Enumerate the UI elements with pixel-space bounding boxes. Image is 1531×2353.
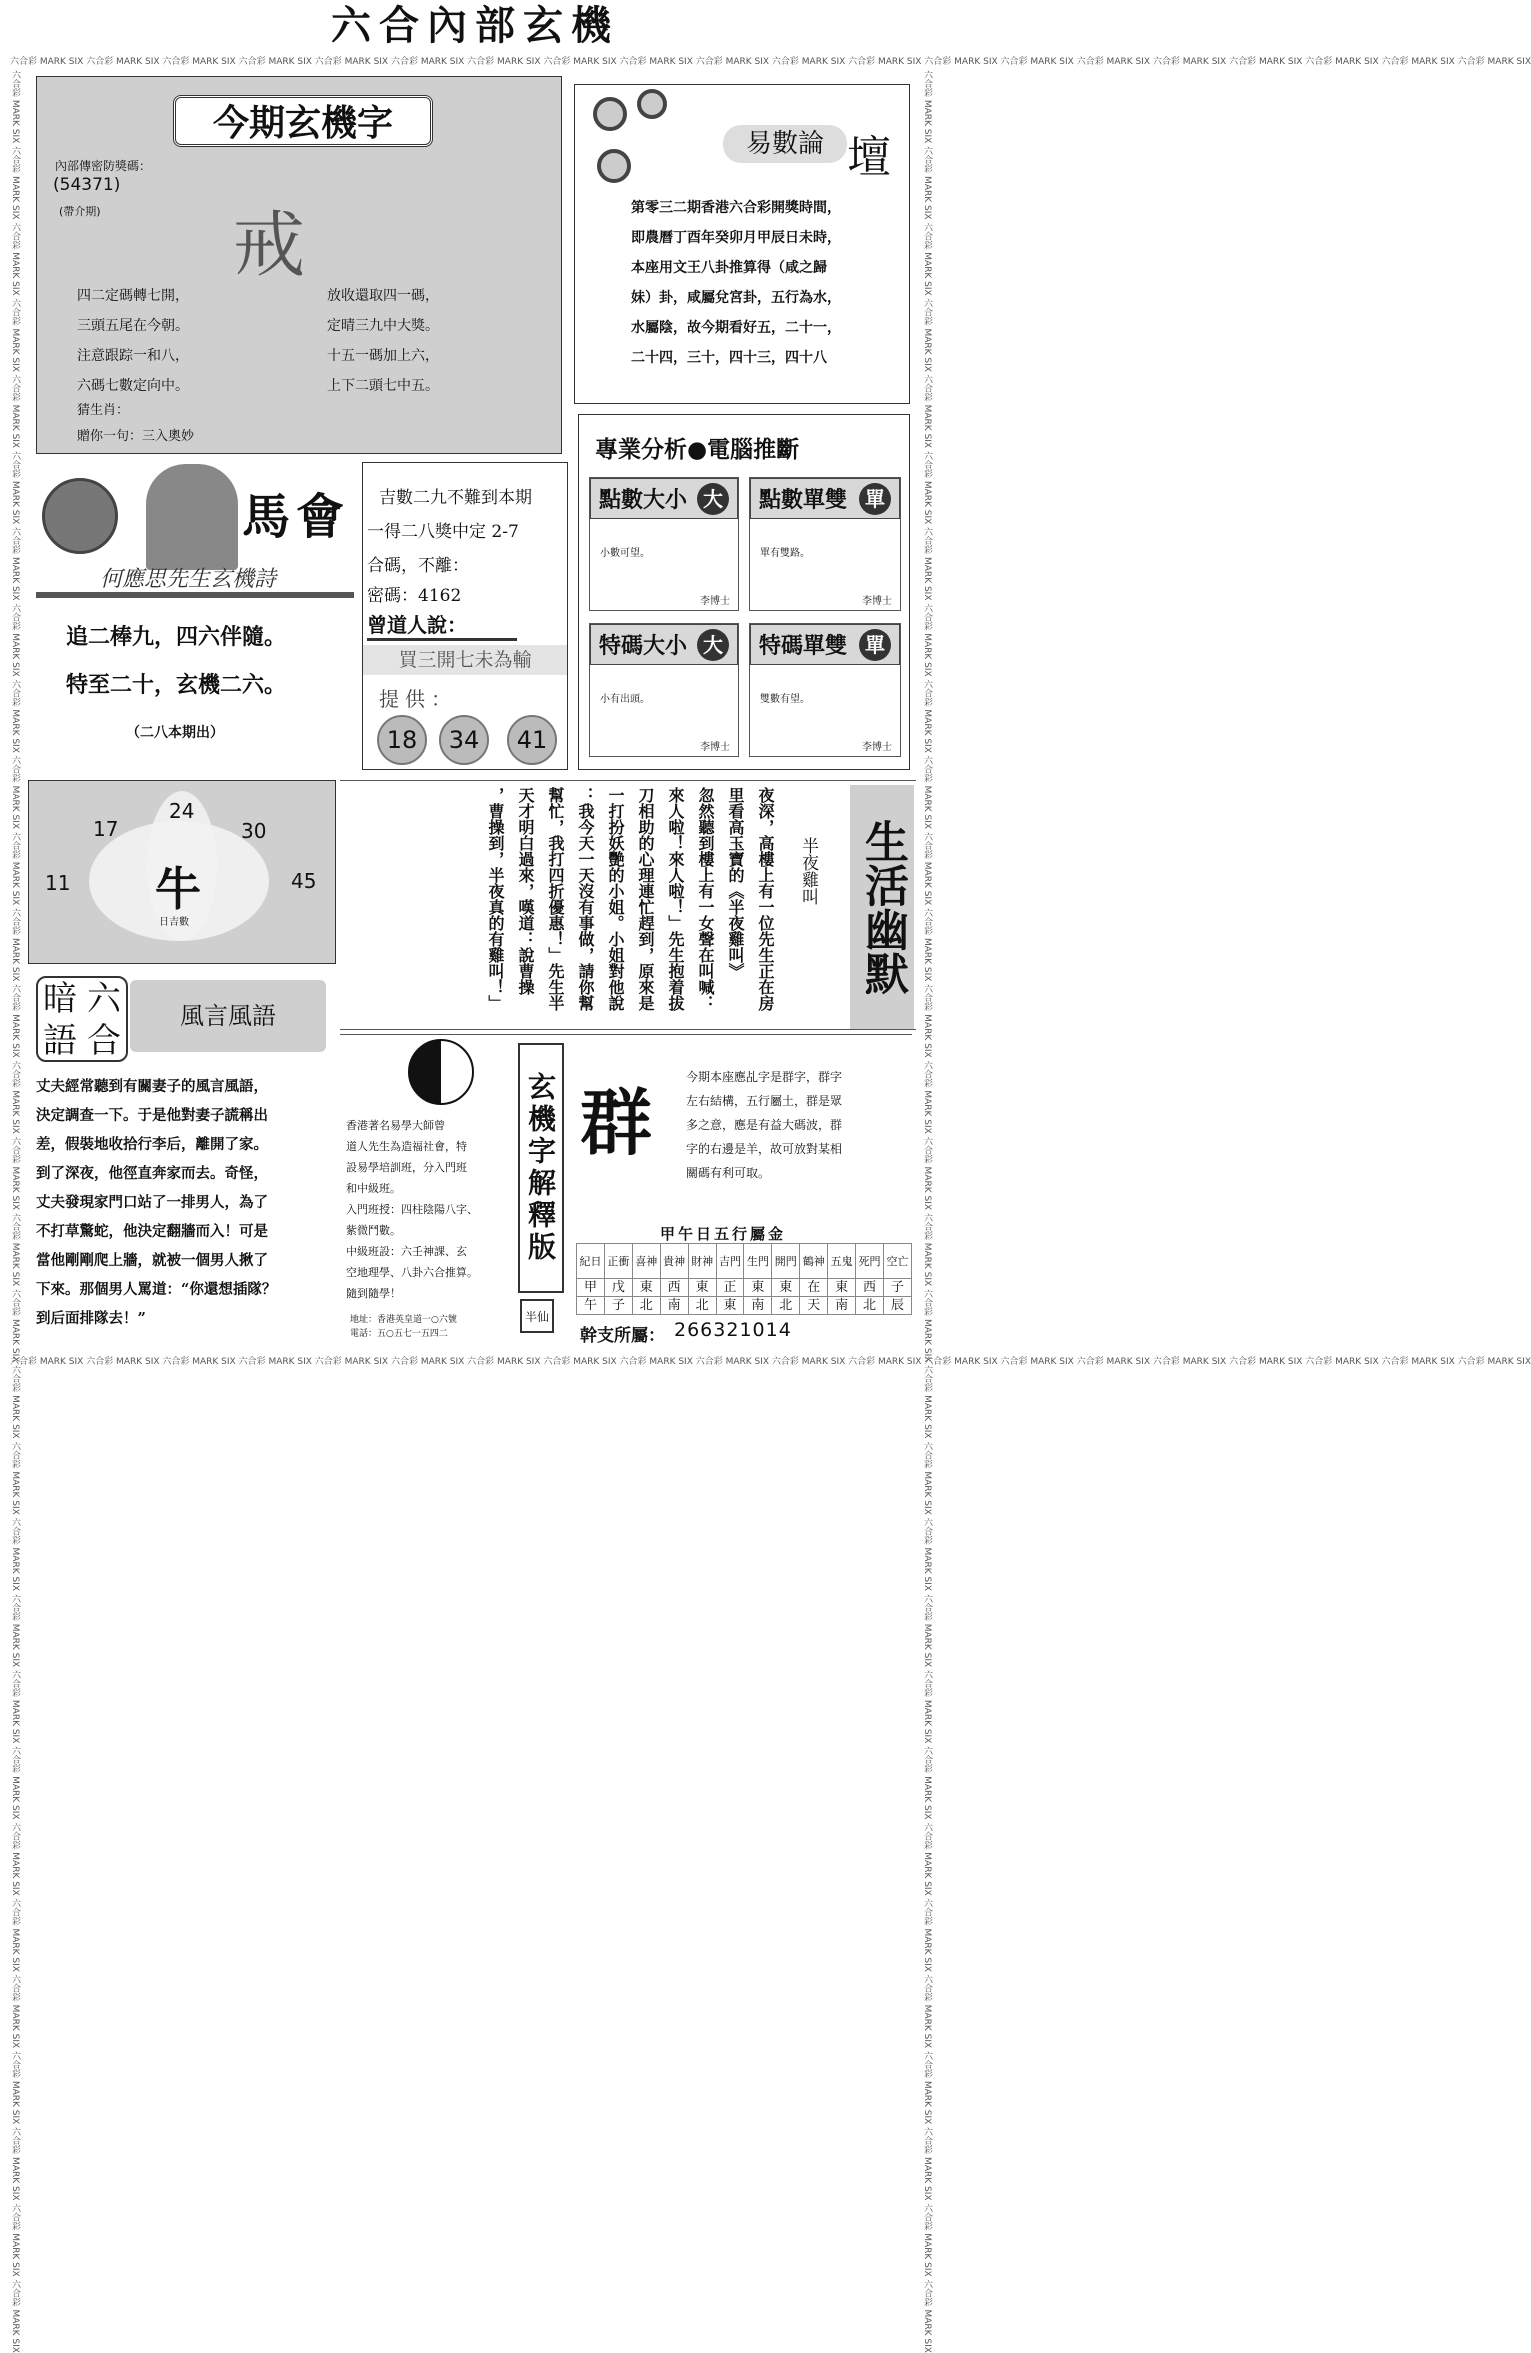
jishu-panel (362, 462, 568, 770)
lotus-number: 45 (291, 869, 317, 893)
humor-body (480, 787, 780, 1027)
explain-line: 字的右邊是羊，故可放對某相 (686, 1142, 843, 1156)
table-cell: 生門 (744, 1244, 772, 1279)
table-row (577, 1279, 912, 1297)
lotus-number: 17 (93, 817, 119, 841)
tag-char: 語 (43, 1021, 77, 1061)
poem-line: 放收還取四一碼， (327, 288, 439, 304)
table-cell: 五鬼 (828, 1244, 856, 1279)
table-header-row (577, 1244, 912, 1279)
tag-char: 暗 (43, 979, 77, 1019)
card-sign: 李博士 (862, 596, 892, 607)
analysis-title: 專業分析●電腦推斷 (595, 437, 800, 463)
table-cell: 鶴神 (800, 1244, 828, 1279)
poem-line: 三頭五尾在今朝。 (77, 318, 189, 334)
intro-line: 紫微鬥數。 (346, 1224, 401, 1237)
xuanji-heading: 今期玄機字 (173, 95, 433, 147)
anyu-line: 丈夫發現家門口站了一排男人，為了 (36, 1194, 268, 1211)
poem-line: 六碼七數定向中。 (77, 378, 189, 394)
table-cell: 北 (688, 1297, 716, 1315)
poem-line: 定晴三九中大獎。 (327, 318, 439, 334)
table-cell: 辰 (883, 1297, 911, 1315)
coin-icon (593, 97, 627, 131)
jishu-line2: 一得二八獎中定 2-7 (367, 522, 519, 542)
horse-logo-icon (42, 478, 118, 554)
anyu-line: 差，假裝地收拾行李后，離開了家。 (36, 1136, 268, 1153)
table-cell: 空亡 (883, 1244, 911, 1279)
humor-line: 來人啦！來人啦！」先生抱着拔 (666, 787, 685, 1011)
table-cell: 在 (800, 1279, 828, 1297)
mahui-panel (36, 460, 354, 770)
intro-line: 中級班設：六壬神課、玄 (346, 1245, 467, 1258)
table-cell: 正 (716, 1279, 744, 1297)
table-cell: 北 (772, 1297, 800, 1315)
table-cell: 東 (716, 1297, 744, 1315)
table-row (577, 1297, 912, 1315)
humor-line: 天才明白過來，嘆道：說曹操 (516, 787, 535, 995)
poem-line: 注意跟踪一和八， (77, 348, 189, 364)
coin-icon (637, 89, 667, 119)
lotus-number: 30 (241, 819, 267, 843)
table-cell: 吉門 (716, 1244, 744, 1279)
xuanji-code: (54371) (53, 175, 121, 195)
tag-char: 合 (87, 1021, 121, 1061)
card-title: 特碼大小 大 (590, 624, 738, 665)
intro-line: 道人先生為造福社會，特 (346, 1140, 467, 1153)
card-sign: 李博士 (862, 742, 892, 753)
yishu-line: 第零三二期香港六合彩開獎時間， (631, 200, 841, 216)
address-line: 電話：五○五七一五四二 (350, 1329, 448, 1339)
table-cell: 西 (660, 1279, 688, 1297)
table-cell: 南 (828, 1297, 856, 1315)
anyu-line: 丈夫經常聽到有關妻子的風言風語， (36, 1078, 268, 1095)
analysis-card (589, 623, 739, 757)
lotus-number: 11 (45, 871, 71, 895)
yishu-heading-char: 壇 (847, 132, 891, 183)
mahui-line2: 特至二十，玄機二六。 (66, 672, 287, 698)
table-cell: 北 (856, 1297, 884, 1315)
table-cell: 東 (772, 1279, 800, 1297)
humor-line: ：我今天一天沒有事做，請你幫 (576, 787, 595, 1011)
table-cell: 午 (577, 1297, 605, 1315)
jishu-line4: 密碼：4162 (367, 586, 462, 606)
explain-line: 今期本座應乩字是群字，群字 (686, 1070, 843, 1084)
humor-line: 里看高玉寶的《半夜雞叫》 (726, 787, 745, 979)
table-title: 甲午日五行屬金 (660, 1225, 787, 1243)
table-cell: 東 (744, 1279, 772, 1297)
top-strip: 六合彩 MARK SIX 六合彩 MARK SIX 六合彩 MARK SIX 六合彩 MARK SIX 六合彩 MARK SIX 六合彩 MARK SIX 六合彩 MARK SIX 六合彩 MARK SIX 六合彩 MARK SIX 六合彩 MARK SIX 六合彩 MARK SIX 六合彩 MARK SIX 六合彩 MARK SIX 六合彩 MARK SIX 六合彩 MARK SIX 六合彩 MARK SIX 六合彩 MARK SIX 六合彩 MARK SIX 六合彩 MARK SIX 六合彩 MARK SIX (10, 57, 1531, 67)
table-cell: 戊 (604, 1279, 632, 1297)
analysis-card (749, 623, 901, 757)
anyu-line: 決定調查一下。于是他對妻子謊稱出 (36, 1107, 268, 1124)
yishu-line: 水屬陰，故今期看好五，二十一， (631, 320, 841, 336)
xuanji-sub1: 內部傳密防獎碼： (55, 159, 152, 173)
humor-panel (340, 780, 916, 1030)
table-cell: 南 (660, 1297, 688, 1315)
explain-vertical: 玄機字解釋版 (518, 1043, 564, 1293)
table-cell: 東 (688, 1279, 716, 1297)
humor-line: 忽然聽到樓上有一女聲在叫喊： (696, 787, 715, 1011)
poem-line: 十五一碼加上六， (327, 348, 439, 364)
anyu-line: 到后面排隊去！” (36, 1310, 146, 1327)
humor-line: 一打扮妖艷的小姐。小姐對他說 (606, 787, 625, 1011)
yishu-text (631, 193, 907, 373)
table-cell: 喜神 (632, 1244, 660, 1279)
badge: 大 (697, 629, 729, 661)
table-cell: 子 (604, 1297, 632, 1315)
ganzhi-value: 266321014 (674, 1319, 792, 1341)
table-cell: 死門 (856, 1244, 884, 1279)
explain-intro (346, 1115, 516, 1304)
left-strip: 六合彩 MARK SIX 六合彩 MARK SIX 六合彩 MARK SIX 六合彩 MARK SIX 六合彩 MARK SIX 六合彩 MARK SIX 六合彩 MARK SIX 六合彩 MARK SIX 六合彩 MARK SIX 六合彩 MARK SIX 六合彩 MARK SIX 六合彩 MARK SIX 六合彩 MARK SIX 六合彩 MARK SIX 六合彩 MARK SIX 六合彩 MARK SIX 六合彩 MARK SIX 六合彩 MARK SIX 六合彩 MARK SIX 六合彩 MARK SIX 六合彩 MARK SIX 六合彩 MARK SIX 六合彩 MARK SIX 六合彩 MARK SIX 六合彩 MARK SIX 六合彩 MARK SIX 六合彩 MARK SIX 六合彩 MARK SIX 六合彩 MARK SIX 六合彩 MARK SIX (10, 70, 20, 2353)
humor-line: 刀相助的心理連忙趕到，原來是 (636, 787, 655, 1011)
yishu-line: 即農曆丁酉年癸卯月甲辰日未時， (631, 230, 841, 246)
number-ball: 18 (377, 715, 427, 765)
yishu-line: 二十四，三十，四十三，四十八 (631, 350, 827, 366)
xuanji-sub2: (帶介期) (59, 205, 101, 218)
stamp-icon: 半仙 (520, 1299, 554, 1333)
divider (36, 592, 354, 598)
lotus-sub: 日吉數 (159, 917, 189, 928)
table-cell: 天 (800, 1297, 828, 1315)
bottom-strip: 六合彩 MARK SIX 六合彩 MARK SIX 六合彩 MARK SIX 六合彩 MARK SIX 六合彩 MARK SIX 六合彩 MARK SIX 六合彩 MARK SIX 六合彩 MARK SIX 六合彩 MARK SIX 六合彩 MARK SIX 六合彩 MARK SIX 六合彩 MARK SIX 六合彩 MARK SIX 六合彩 MARK SIX 六合彩 MARK SIX 六合彩 MARK SIX 六合彩 MARK SIX 六合彩 MARK SIX 六合彩 MARK SIX 六合彩 MARK SIX (10, 1357, 1531, 1367)
mahui-subtitle: 何應思先生玄機詩 (100, 567, 277, 592)
humor-line: ，曹操到，半夜真的有雞叫！」 (486, 787, 505, 1011)
table-cell: 財神 (688, 1244, 716, 1279)
ganzhi-label: 幹支所屬： (580, 1326, 665, 1346)
anyu-panel (30, 970, 330, 1346)
anyu-line: 不打草驚蛇，他決定翻牆而入！可是 (36, 1223, 268, 1240)
jishu-line1: 吉數二九不難到本期 (379, 488, 532, 508)
xuanji-big-char: 戒 (233, 203, 306, 287)
mahui-title: 馬會 (242, 489, 351, 545)
xuanji-poem-left (77, 281, 277, 401)
anyu-heading: 風言風語 (130, 980, 326, 1052)
number-ball: 41 (507, 715, 557, 765)
humor-heading: 生活幽默 (850, 785, 914, 1029)
provide-label: 提供： (379, 687, 457, 711)
coin-icon (597, 149, 631, 183)
tag-char: 六 (87, 979, 121, 1019)
table-cell: 西 (856, 1279, 884, 1297)
yinyang-icon (408, 1039, 474, 1105)
intro-line: 和中級班。 (346, 1182, 401, 1195)
anyu-line: 下來。那個男人罵道：“你還想插隊？ (36, 1281, 277, 1298)
mahui-line1: 追二棒九，四六伴隨。 (66, 624, 287, 650)
anyu-line: 當他剛剛爬上牆，就被一個男人揪了 (36, 1252, 268, 1269)
lotus-number: 24 (169, 799, 195, 823)
table-cell: 東 (632, 1279, 660, 1297)
card-title: 點數單雙 單 (750, 478, 900, 519)
anyu-body (36, 1072, 326, 1333)
intro-line: 空地理學、八卦六合推算。 (346, 1266, 478, 1279)
card-text: 單有雙路。 (760, 548, 810, 559)
poem-line: 四二定碼轉七開， (77, 288, 189, 304)
table-cell: 南 (744, 1297, 772, 1315)
badge: 單 (859, 483, 891, 515)
yishu-panel (574, 84, 910, 404)
lotus-panel (28, 780, 336, 964)
card-title: 特碼單雙 單 (750, 624, 900, 665)
address-line: 地址：香港英皇道一○六號 (350, 1315, 457, 1325)
jishu-line3: 合碼，不離： (367, 556, 469, 576)
xuanji-poem-right (327, 281, 547, 401)
anyu-tag (36, 976, 128, 1062)
humor-title: 半夜雞叫 (798, 837, 818, 905)
card-text: 小有出頭。 (600, 694, 650, 705)
card-sign: 李博士 (700, 742, 730, 753)
card-text: 小數可望。 (600, 548, 650, 559)
page-title: 六合內部玄機 (331, 2, 619, 49)
xuanji-line2: 贈你一句：三入奧妙 (77, 429, 195, 444)
card-text: 雙數有望。 (760, 694, 810, 705)
number-ball: 34 (439, 715, 489, 765)
analysis-panel (578, 414, 910, 770)
intro-line: 入門班授：四柱陰陽八字、 (346, 1203, 478, 1216)
intro-line: 香港著名易學大師曾 (346, 1119, 445, 1132)
table-cell: 開門 (772, 1244, 800, 1279)
table-cell: 子 (883, 1279, 911, 1297)
anyu-line: 到了深夜，他徑直奔家而去。奇怪， (36, 1165, 268, 1182)
xuanji-line1: 猜生肖： (77, 403, 130, 418)
jishu-buy: 買三開七未為輸 (363, 645, 567, 675)
explain-address (350, 1313, 520, 1341)
explain-line: 多之意，應是有益大碼波，群 (686, 1118, 843, 1132)
explain-big-char: 群 (580, 1080, 653, 1165)
daoren-label: 曾道人說： (367, 609, 517, 641)
yishu-line: 妹）卦，咸屬兌宮卦，五行為水， (631, 290, 841, 306)
humor-line: 幫忙，我打四折優惠！」先生半 (546, 787, 565, 1011)
poem-line: 上下二頭七中五。 (327, 378, 439, 394)
badge: 單 (859, 629, 891, 661)
intro-line: 隨到隨學！ (346, 1287, 401, 1300)
table-cell: 甲 (577, 1279, 605, 1297)
intro-line: 設易學培訓班，分入門班 (346, 1161, 467, 1174)
explain-text (686, 1065, 904, 1185)
xuanji-panel (36, 76, 562, 454)
explain-line: 關碼有利可取。 (686, 1166, 771, 1180)
table-cell: 東 (828, 1279, 856, 1297)
table-cell: 正衝 (604, 1244, 632, 1279)
card-sign: 李博士 (700, 596, 730, 607)
humor-line: 夜深，高樓上有一位先生正在房 (756, 787, 775, 1011)
explain-panel (340, 1034, 912, 1346)
card-title: 點數大小 大 (590, 478, 738, 519)
analysis-card (749, 477, 901, 611)
mahui-note: （二八本期出） (126, 725, 224, 741)
table-cell: 紀日 (577, 1244, 605, 1279)
analysis-card (589, 477, 739, 611)
badge: 大 (697, 483, 729, 515)
wuxing-table (576, 1243, 912, 1315)
avatar (146, 464, 238, 570)
table-cell: 北 (632, 1297, 660, 1315)
yishu-line: 本座用文王八卦推算得（咸之歸 (631, 260, 827, 276)
table-cell: 貴神 (660, 1244, 688, 1279)
explain-line: 左右結構，五行屬土，群是眾 (686, 1094, 843, 1108)
right-strip: 六合彩 MARK SIX 六合彩 MARK SIX 六合彩 MARK SIX 六合彩 MARK SIX 六合彩 MARK SIX 六合彩 MARK SIX 六合彩 MARK SIX 六合彩 MARK SIX 六合彩 MARK SIX 六合彩 MARK SIX 六合彩 MARK SIX 六合彩 MARK SIX 六合彩 MARK SIX 六合彩 MARK SIX 六合彩 MARK SIX 六合彩 MARK SIX 六合彩 MARK SIX 六合彩 MARK SIX 六合彩 MARK SIX 六合彩 MARK SIX 六合彩 MARK SIX 六合彩 MARK SIX 六合彩 MARK SIX 六合彩 MARK SIX 六合彩 MARK SIX 六合彩 MARK SIX 六合彩 MARK SIX 六合彩 MARK SIX 六合彩 MARK SIX 六合彩 MARK SIX (922, 70, 932, 2353)
lotus-center: 牛 (155, 862, 201, 916)
yishu-heading: 易數論 (723, 125, 847, 163)
